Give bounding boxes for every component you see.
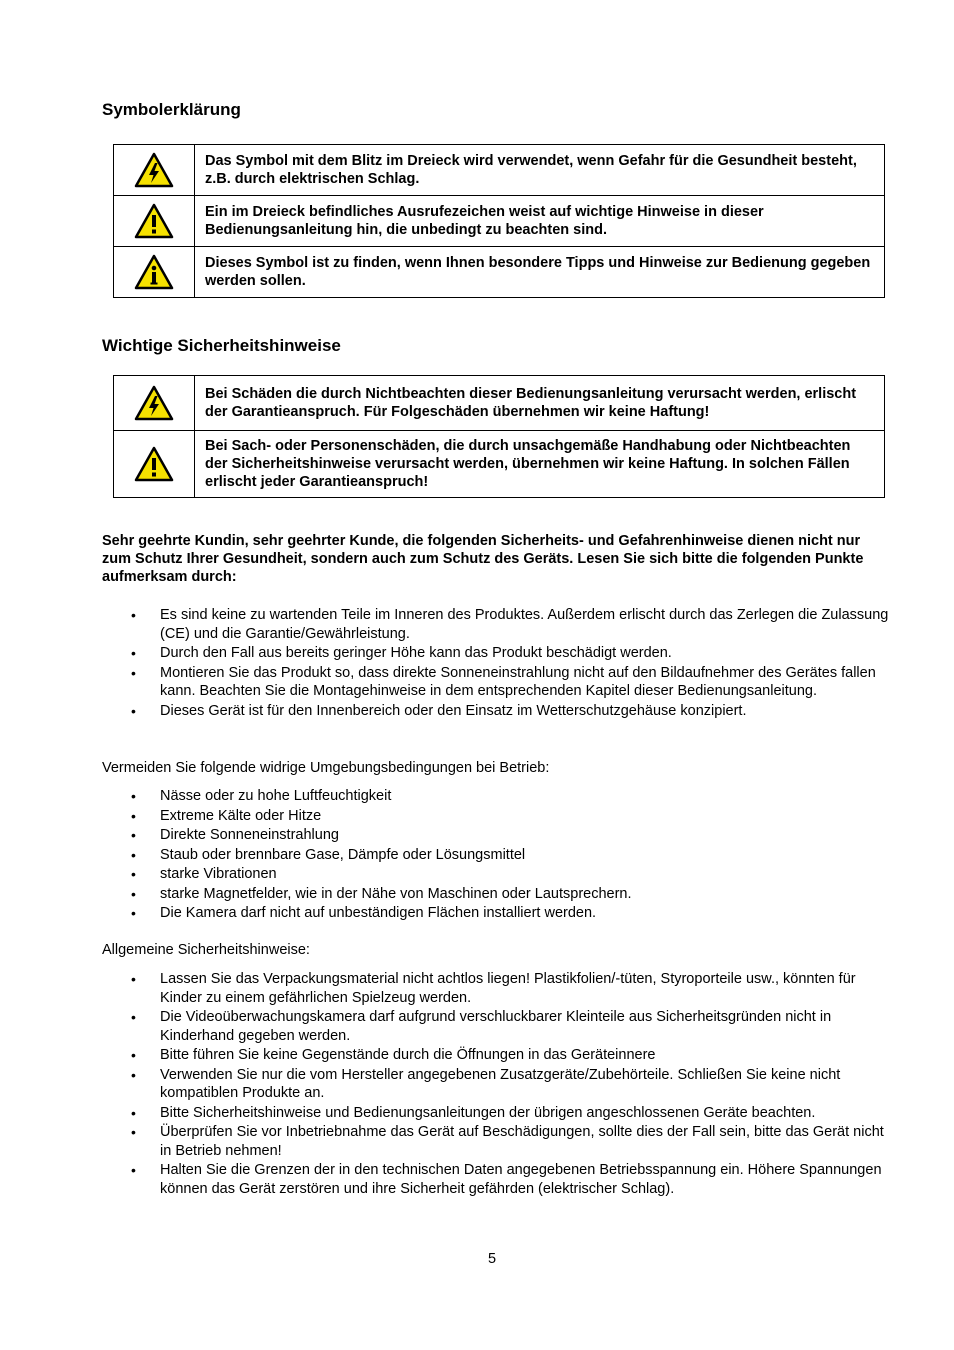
- general-list: [102, 970, 892, 1199]
- symbol-description: Ein im Dreieck befindliches Ausrufezeichen weist auf wichtige Hinweise in dieser Bedienungsanleitung hin, die unbedingt zu beachten sind.: [195, 196, 885, 247]
- symbol-description: Dieses Symbol ist zu finden, wenn Ihnen besondere Tipps und Hinweise zur Bedienung gegeben werden sollen.: [195, 247, 885, 298]
- exclamation-warning-icon: [134, 203, 174, 239]
- icon-cell: [114, 196, 195, 247]
- list-item: • Bitte führen Sie keine Gegenstände durch die Öffnungen in das Geräteinnere: [102, 1046, 892, 1065]
- list-item: • Lassen Sie das Verpackungsmaterial nicht achtlos liegen! Plastikfolien/-tüten, Styroporteile usw., könnten für Kinder zu einem gefährlichen Spielzeug werden.: [102, 970, 892, 1007]
- info-warning-icon: [134, 254, 174, 290]
- conditions-list: [102, 787, 892, 924]
- list-item: • Nässe oder zu hohe Luftfeuchtigkeit: [102, 787, 892, 806]
- table-row: [114, 376, 885, 431]
- intro-paragraph: Sehr geehrte Kundin, sehr geehrter Kunde, die folgenden Sicherheits- und Gefahrenhinweise dienen nicht nur zum Schutz Ihrer Gesundheit, sondern auch zum Schutz des Geräts. Lesen Sie sich bitte die folgenden Punkte aufmerksam durch:: [102, 533, 864, 585]
- icon-cell: [114, 376, 195, 431]
- list-item: • Die Videoüberwachungskamera darf aufgrund verschluckbarer Kleinteile aus Sicherheitsgründen nicht in Kinderhand gegeben werden.: [102, 1008, 892, 1045]
- table-row: [114, 145, 885, 196]
- list-item: • Dieses Gerät ist für den Innenbereich oder den Einsatz im Wetterschutzgehäuse konzipiert.: [102, 702, 892, 721]
- list-item: • Montieren Sie das Produkt so, dass direkte Sonneneinstrahlung nicht auf den Bildaufnehmer des Gerätes fallen kann. Beachten Sie die Montagehinweise in dem entsprechenden Kapitel dieser Bedienungsanleitung.: [102, 664, 892, 701]
- list-item: • Staub oder brennbare Gase, Dämpfe oder Lösungsmittel: [102, 846, 892, 865]
- symbol-description: Das Symbol mit dem Blitz im Dreieck wird verwendet, wenn Gefahr für die Gesundheit besteht, z.B. durch elektrischen Schlag.: [195, 145, 885, 196]
- list-item: • Es sind keine zu wartenden Teile im Inneren des Produktes. Außerdem erlischt durch das Zerlegen die Zulassung (CE) und die Garantie/Gewährleistung.: [102, 606, 892, 643]
- symbol-table: [113, 144, 885, 298]
- conditions-heading: Vermeiden Sie folgende widrige Umgebungsbedingungen bei Betrieb:: [102, 760, 550, 776]
- safety-list: [102, 606, 892, 721]
- list-item: • starke Magnetfelder, wie in der Nähe von Maschinen oder Lautsprechern.: [102, 885, 892, 904]
- table-row: [114, 247, 885, 298]
- list-item: • Bitte Sicherheitshinweise und Bedienungsanleitungen der übrigen angeschlossenen Geräte beachten.: [102, 1104, 892, 1123]
- page-number: 5: [487, 1251, 497, 1267]
- exclamation-warning-icon: [134, 446, 174, 482]
- table-row: [114, 196, 885, 247]
- general-heading: Allgemeine Sicherheitshinweise:: [102, 942, 310, 958]
- table-row: [114, 431, 885, 498]
- safety-table: [113, 375, 885, 498]
- list-item: • Die Kamera darf nicht auf unbeständigen Flächen installiert werden.: [102, 904, 892, 923]
- list-item: • Extreme Kälte oder Hitze: [102, 807, 892, 826]
- icon-cell: [114, 431, 195, 498]
- list-item: • Überprüfen Sie vor Inbetriebnahme das Gerät auf Beschädigungen, sollte dies der Fall sein, bitte das Gerät nicht in Betrieb nehmen!: [102, 1123, 892, 1160]
- safety-description: Bei Schäden die durch Nichtbeachten dieser Bedienungsanleitung verursacht werden, erlischt der Garantieanspruch. Für Folgeschäden übernehmen wir keine Haftung!: [195, 376, 885, 431]
- list-item: • Durch den Fall aus bereits geringer Höhe kann das Produkt beschädigt werden.: [102, 644, 892, 663]
- section-title-symbols: Symbolerklärung: [102, 100, 241, 119]
- list-item: • Halten Sie die Grenzen der in den technischen Daten angegebenen Betriebsspannung ein. Höhere Spannungen können das Gerät zerstören und ihre Sicherheit gefährden (elektrischer Schlag).: [102, 1161, 892, 1198]
- icon-cell: [114, 145, 195, 196]
- list-item: • Verwenden Sie nur die vom Hersteller angegebenen Zusatzgeräte/Zubehörteile. Schließen Sie keine nicht kompatiblen Produkte an.: [102, 1066, 892, 1103]
- lightning-warning-icon: [134, 385, 174, 421]
- icon-cell: [114, 247, 195, 298]
- lightning-warning-icon: [134, 152, 174, 188]
- list-item: • Direkte Sonneneinstrahlung: [102, 826, 892, 845]
- safety-description: Bei Sach- oder Personenschäden, die durch unsachgemäße Handhabung oder Nichtbeachten der Sicherheitshinweise verursacht werden, übernehmen wir keine Haftung. In solchen Fällen erlischt jeder Garantieanspruch!: [195, 431, 885, 498]
- list-item: • starke Vibrationen: [102, 865, 892, 884]
- section-title-safety: Wichtige Sicherheitshinweise: [102, 336, 341, 355]
